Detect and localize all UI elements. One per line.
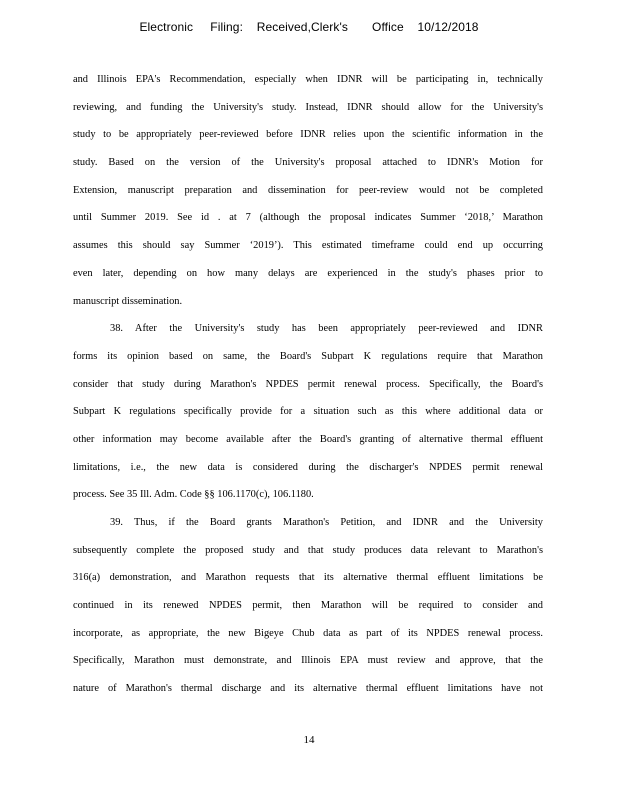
text-line: subsequently complete the proposed study and that study produces data relevant to Marathon's: [73, 544, 543, 556]
text-line: Specifically, Marathon must demonstrate, and Illinois EPA must review and approve, that the: [73, 655, 543, 667]
text-line: until Summer 2019. See id . at 7 (although the proposal indicates Summer ‘2018,’ Marathon: [73, 212, 543, 224]
text-line: other information may become available after the Board's granting of alternative thermal effluent: [73, 433, 543, 445]
text-line: limitations, i.e., the new data is considered during the discharger's NPDES permit renewal: [73, 461, 543, 473]
text-line: study. Based on the version of the University's proposal attached to IDNR's Motion for: [73, 157, 543, 169]
text-line: and Illinois EPA's Recommendation, especially when IDNR will be participating in, technically: [73, 74, 543, 85]
text-line: reviewing, and funding the University's study. Instead, IDNR should allow for the University's: [73, 101, 543, 113]
document-body: [73, 72, 543, 709]
paragraph-39-first-line: 39. Thus, if the Board grants Marathon's Petition, and IDNR and the University: [110, 517, 543, 528]
paragraph-38-first-line: 38. After the University's study has been appropriately peer-reviewed and IDNR: [110, 323, 543, 335]
text-line: forms its opinion based on same, the Board's Subpart K regulations require that Marathon: [73, 350, 543, 362]
text-line: nature of Marathon's thermal discharge and its alternative thermal effluent limitations have not: [73, 683, 543, 695]
text-line: Subpart K regulations specifically provide for a situation such as this where additional data or: [73, 406, 543, 418]
text-line: assumes this should say Summer ‘2019’). This estimated timeframe could end up occurring: [73, 240, 543, 252]
text-line: study to be appropriately peer-reviewed before IDNR relies upon the scientific information in the: [73, 129, 543, 141]
text-line: continued in its renewed NPDES permit, then Marathon will be required to consider and: [73, 600, 543, 612]
text-line: manuscript dissemination.: [73, 295, 183, 307]
text-line: incorporate, as appropriate, the new Bigeye Chub data as part of its NPDES renewal process.: [73, 627, 543, 639]
text-line: process. See 35 Ill. Adm. Code §§ 106.1170(c), 106.1180.: [73, 489, 314, 501]
filing-header: Electronic Filing: Received,Clerk's Office 10/12/2018: [139, 20, 479, 34]
text-line: Extension, manuscript preparation and dissemination for peer-review would not be completed: [73, 184, 543, 196]
text-line: even later, depending on how many delays are experienced in the study's phases prior to: [73, 267, 543, 279]
page-number: 14: [303, 734, 315, 746]
text-line: 316(a) demonstration, and Marathon requests that its alternative thermal effluent limitations be: [73, 572, 543, 584]
text-line: consider that study during Marathon's NPDES permit renewal process. Specifically, the Board's: [73, 378, 543, 390]
